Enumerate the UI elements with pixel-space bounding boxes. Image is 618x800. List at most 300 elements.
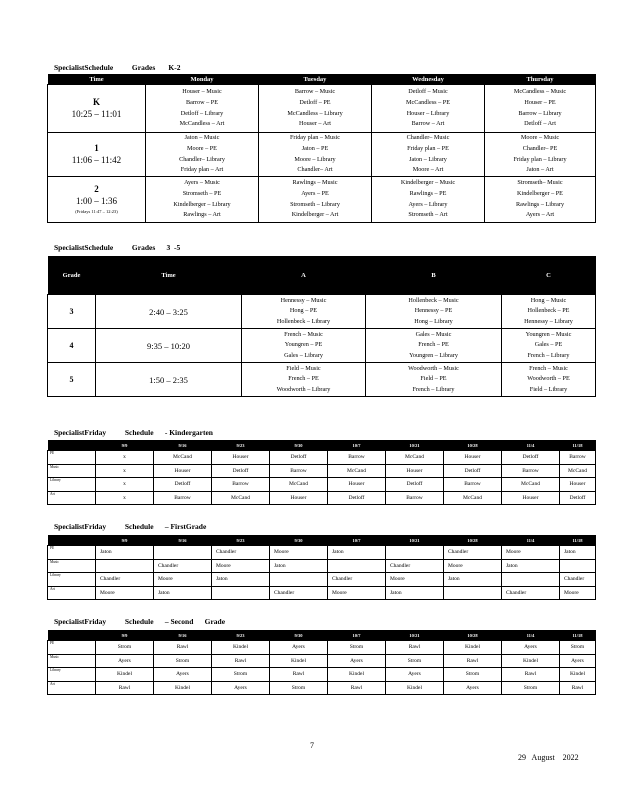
- teacher-cell: [96, 559, 154, 573]
- date-header-row: [48, 630, 596, 641]
- assignment-line: Rawlings – PE: [409, 189, 447, 197]
- friday-second-grade-table: [47, 630, 596, 695]
- assignment-line: McCandless – PE: [406, 98, 450, 106]
- table-row: [48, 478, 596, 492]
- day-cell: [259, 85, 372, 133]
- assignment-line: French – PE: [418, 341, 449, 349]
- teacher-cell: Chandler: [328, 573, 386, 587]
- k2-schedule-title: SpecialistSchedule Grades K-2: [54, 63, 181, 72]
- assignment-line: Detloff – Art: [524, 120, 556, 128]
- teacher-cell: x: [96, 478, 154, 492]
- assignment-line: Houser – Library: [406, 109, 450, 117]
- header-cell: Thursday: [485, 74, 596, 85]
- friday-first-title: SpecialistFriday Schedule – FirstGrade: [54, 522, 207, 531]
- assignment-line: Youngren – PE: [284, 341, 323, 349]
- assignment-line: Field – PE: [420, 375, 447, 383]
- time-range: 10:25 – 11:01: [71, 108, 122, 119]
- assignment-line: Detloff – Library: [180, 109, 224, 117]
- teacher-cell: [212, 586, 270, 600]
- date-header: [48, 440, 96, 451]
- assignment-line: French – Music: [284, 330, 323, 338]
- grades35-schedule-table: [47, 256, 596, 397]
- header-cell: Monday: [146, 74, 259, 85]
- assignment-line: Gales – PE: [534, 341, 563, 349]
- time-cell: 2:40 – 3:25: [96, 295, 242, 329]
- teacher-cell: Rawl: [560, 681, 596, 695]
- table-row: [48, 559, 596, 573]
- assignment-line: Rawlings – Music: [292, 179, 338, 187]
- teacher-cell: Kindel: [328, 668, 386, 682]
- teacher-cell: McCand: [560, 464, 596, 478]
- assignment-line: Detloff – PE: [299, 98, 331, 106]
- assignment-line: Hong – Music: [530, 296, 567, 304]
- assignment-line: Kindelberger – Art: [291, 211, 339, 219]
- table-row: [48, 654, 596, 668]
- assignment-line: Hennessy – Library: [524, 317, 573, 325]
- teacher-cell: McCand: [444, 491, 502, 505]
- date-header: 9/23: [212, 440, 270, 451]
- header-cell: Wednesday: [372, 74, 485, 85]
- assignment-line: Hollenbeck – Music: [408, 296, 459, 304]
- subject-label: Art: [48, 681, 96, 695]
- time-cell: 9:35 – 10:20: [96, 329, 242, 363]
- teacher-cell: Jaton: [212, 573, 270, 587]
- teacher-cell: Jaton: [444, 573, 502, 587]
- day-cell: [485, 133, 596, 177]
- day-cell: [146, 85, 259, 133]
- date-header: 9/16: [154, 630, 212, 641]
- teacher-cell: Chandler: [502, 586, 560, 600]
- date-header-row: [48, 535, 596, 546]
- table-row: [48, 363, 596, 397]
- teacher-cell: x: [96, 491, 154, 505]
- teacher-cell: Strom: [328, 641, 386, 655]
- teacher-cell: Detloff: [560, 491, 596, 505]
- subject-label: Music: [48, 464, 96, 478]
- teacher-cell: Moore: [444, 559, 502, 573]
- teacher-cell: [270, 573, 328, 587]
- assignment-line: Youngren – Music: [525, 330, 572, 338]
- time-note: (Fridays 11:47 – 12:23): [75, 209, 118, 214]
- assignment-line: Barrow – Library: [518, 109, 562, 117]
- header-cell: A: [242, 256, 366, 295]
- teacher-cell: Strom: [96, 641, 154, 655]
- assignment-line: Chandler– Music: [406, 134, 450, 142]
- teacher-cell: Rawl: [328, 681, 386, 695]
- teacher-cell: Detloff: [154, 478, 212, 492]
- document-date: 29 August 2022: [518, 753, 579, 762]
- assignment-line: French – PE: [288, 375, 319, 383]
- teacher-cell: Chandler: [560, 573, 596, 587]
- teacher-cell: x: [96, 451, 154, 465]
- teacher-cell: Barrow: [386, 491, 444, 505]
- teacher-cell: Houser: [560, 478, 596, 492]
- date-header: 10/7: [328, 535, 386, 546]
- friday-second-title: SpecialistFriday Schedule – Second Grade: [54, 617, 226, 626]
- assignment-line: Woodworth – Library: [276, 385, 331, 393]
- date-header: 11/18: [560, 630, 596, 641]
- table-row: [48, 491, 596, 505]
- table-row: [48, 586, 596, 600]
- teacher-cell: [502, 573, 560, 587]
- day-cell: [372, 177, 485, 223]
- date-header: 9/30: [270, 630, 328, 641]
- teacher-cell: Strom: [270, 681, 328, 695]
- teacher-cell: Strom: [444, 668, 502, 682]
- assignment-line: Hong – Library: [414, 317, 453, 325]
- assignment-line: Field – Library: [529, 385, 568, 393]
- assignment-line: French – Library: [527, 351, 570, 359]
- table-row: [48, 451, 596, 465]
- teacher-cell: Kindel: [154, 681, 212, 695]
- assignment-line: McCandless – Music: [513, 88, 567, 96]
- time-range: 1:00 – 1:36: [75, 196, 117, 206]
- assignment-line: Chandler– Library: [179, 155, 225, 163]
- grade-label: 1: [94, 142, 99, 153]
- teacher-cell: Jaton: [502, 559, 560, 573]
- friday-k-title: SpecialistFriday Schedule - Kindergarten: [54, 428, 213, 437]
- group-cell: [502, 363, 596, 397]
- table-row: [48, 177, 596, 223]
- assignment-line: Moore – Library: [294, 155, 336, 163]
- friday-first-grade-table: [47, 535, 596, 600]
- assignment-line: Ayers – Library: [408, 200, 448, 208]
- teacher-cell: Strom: [386, 654, 444, 668]
- teacher-cell: [154, 546, 212, 560]
- teacher-cell: Kindel: [502, 654, 560, 668]
- teacher-cell: Houser: [154, 464, 212, 478]
- day-cell: [259, 177, 372, 223]
- group-cell: [502, 329, 596, 363]
- grade-cell: 3: [48, 295, 96, 329]
- grade-label: 2: [94, 184, 99, 194]
- teacher-cell: Moore: [212, 559, 270, 573]
- teacher-cell: Moore: [560, 586, 596, 600]
- teacher-cell: Chandler: [212, 546, 270, 560]
- teacher-cell: Kindel: [270, 654, 328, 668]
- assignment-line: Ayers – PE: [301, 189, 329, 197]
- table-row: [48, 641, 596, 655]
- teacher-cell: Barrow: [560, 451, 596, 465]
- teacher-cell: Barrow: [270, 464, 328, 478]
- teacher-cell: Jaton: [270, 559, 328, 573]
- date-header: 10/28: [444, 440, 502, 451]
- teacher-cell: Jaton: [96, 546, 154, 560]
- assignment-line: Barrow – Art: [411, 120, 445, 128]
- assignment-line: Kindelberger – PE: [517, 189, 563, 197]
- assignment-line: Gales – Music: [415, 330, 452, 338]
- teacher-cell: McCand: [386, 451, 444, 465]
- header-cell: Time: [48, 74, 146, 85]
- teacher-cell: Moore: [386, 573, 444, 587]
- table-row: [48, 681, 596, 695]
- teacher-cell: Rawl: [270, 668, 328, 682]
- assignment-line: French – Music: [529, 364, 568, 372]
- date-header-row: [48, 440, 596, 451]
- assignment-line: McCandless – Art: [179, 120, 225, 128]
- subject-label: Music: [48, 654, 96, 668]
- assignment-line: Stromseth – Art: [408, 211, 448, 219]
- header-cell: Tuesday: [259, 74, 372, 85]
- teacher-cell: Rawl: [444, 654, 502, 668]
- table-row: [48, 85, 596, 133]
- teacher-cell: Moore: [270, 546, 328, 560]
- assignment-line: Hennessy – PE: [414, 307, 453, 315]
- teacher-cell: Moore: [502, 546, 560, 560]
- teacher-cell: Moore: [96, 586, 154, 600]
- assignment-line: Hennessy – Music: [280, 296, 327, 304]
- assignment-line: Detloff – Music: [408, 88, 448, 96]
- assignment-line: Woodworth – PE: [527, 375, 570, 383]
- time-cell: [48, 85, 146, 133]
- assignment-line: Jaton – PE: [301, 144, 329, 152]
- subject-label: Music: [48, 559, 96, 573]
- group-cell: [366, 329, 502, 363]
- assignment-line: Stromseth – PE: [182, 189, 222, 197]
- teacher-cell: Detloff: [502, 451, 560, 465]
- date-header: 11/4: [502, 440, 560, 451]
- teacher-cell: Moore: [154, 573, 212, 587]
- teacher-cell: Chandler: [386, 559, 444, 573]
- teacher-cell: Rawl: [154, 641, 212, 655]
- teacher-cell: x: [96, 464, 154, 478]
- time-cell: 1:50 – 2:35: [96, 363, 242, 397]
- date-header: 9/30: [270, 535, 328, 546]
- time-cell: [48, 133, 146, 177]
- assignment-line: Stromseth– Music: [517, 179, 563, 187]
- teacher-cell: Houser: [502, 491, 560, 505]
- teacher-cell: McCand: [154, 451, 212, 465]
- table-row: [48, 573, 596, 587]
- date-header: 10/7: [328, 440, 386, 451]
- day-cell: [259, 133, 372, 177]
- assignment-line: Rawlings – Art: [183, 211, 221, 219]
- group-cell: [502, 295, 596, 329]
- teacher-cell: Chandler: [154, 559, 212, 573]
- subject-label: Library: [48, 668, 96, 682]
- teacher-cell: Strom: [212, 668, 270, 682]
- teacher-cell: Kindel: [444, 641, 502, 655]
- date-header: 10/21: [386, 630, 444, 641]
- assignment-line: Chandler– Art: [297, 166, 333, 174]
- teacher-cell: Chandler: [270, 586, 328, 600]
- teacher-cell: McCand: [212, 491, 270, 505]
- assignment-line: Woodworth – Music: [408, 364, 459, 372]
- teacher-cell: Ayers: [444, 681, 502, 695]
- date-header: 9/16: [154, 535, 212, 546]
- date-header: 9/23: [212, 630, 270, 641]
- assignment-line: Houser – Art: [299, 120, 331, 128]
- teacher-cell: Houser: [212, 451, 270, 465]
- assignment-line: Friday plan – PE: [407, 144, 449, 152]
- friday-kindergarten-table: [47, 440, 596, 505]
- group-cell: [366, 363, 502, 397]
- assignment-line: Jaton – Music: [184, 134, 220, 142]
- teacher-cell: Barrow: [502, 464, 560, 478]
- date-header: [48, 630, 96, 641]
- grade-cell: 4: [48, 329, 96, 363]
- subject-label: Art: [48, 491, 96, 505]
- teacher-cell: Jaton: [560, 546, 596, 560]
- assignment-line: Houser – PE: [524, 98, 556, 106]
- group-cell: [366, 295, 502, 329]
- teacher-cell: Ayers: [560, 654, 596, 668]
- table-row: [48, 295, 596, 329]
- group-cell: [242, 295, 366, 329]
- k2-schedule-table: [47, 74, 596, 223]
- assignment-line: Barrow – Music: [294, 88, 336, 96]
- teacher-cell: Rawl: [502, 668, 560, 682]
- assignment-line: Gales – Library: [284, 351, 323, 359]
- day-cell: [372, 85, 485, 133]
- teacher-cell: Ayers: [96, 654, 154, 668]
- assignment-line: Hong – PE: [289, 307, 318, 315]
- assignment-line: Youngren – Library: [409, 351, 458, 359]
- teacher-cell: Jaton: [328, 546, 386, 560]
- teacher-cell: Detloff: [328, 491, 386, 505]
- subject-label: PE: [48, 451, 96, 465]
- table-row: [48, 133, 596, 177]
- date-header: 9/23: [212, 535, 270, 546]
- teacher-cell: Chandler: [96, 573, 154, 587]
- header-cell: B: [366, 256, 502, 295]
- date-header: 11/4: [502, 535, 560, 546]
- assignment-line: Moore – Art: [412, 166, 444, 174]
- teacher-cell: Houser: [444, 451, 502, 465]
- assignment-line: McCandless – Library: [287, 109, 343, 117]
- assignment-line: Houser – Music: [182, 88, 222, 96]
- teacher-cell: Kindel: [212, 641, 270, 655]
- day-cell: [485, 177, 596, 223]
- teacher-cell: Chandler: [444, 546, 502, 560]
- assignment-line: Jaton – Art: [526, 166, 554, 174]
- table-row: [48, 668, 596, 682]
- teacher-cell: Ayers: [386, 668, 444, 682]
- date-header: 11/18: [560, 440, 596, 451]
- teacher-cell: Jaton: [386, 586, 444, 600]
- teacher-cell: Kindel: [560, 668, 596, 682]
- teacher-cell: Rawl: [386, 641, 444, 655]
- date-header: 11/4: [502, 630, 560, 641]
- assignment-line: Ayers – Music: [184, 179, 220, 187]
- date-header: 11/18: [560, 535, 596, 546]
- assignment-line: Moore – Music: [520, 134, 560, 142]
- assignment-line: Hollenbeck – PE: [527, 307, 570, 315]
- teacher-cell: Rawl: [96, 681, 154, 695]
- assignment-line: Field – Music: [286, 364, 321, 372]
- header-cell: C: [502, 256, 596, 295]
- teacher-cell: Detloff: [212, 464, 270, 478]
- date-header: 10/28: [444, 535, 502, 546]
- subject-label: PE: [48, 546, 96, 560]
- date-header: 10/21: [386, 440, 444, 451]
- teacher-cell: Jaton: [154, 586, 212, 600]
- teacher-cell: Rawl: [212, 654, 270, 668]
- page-number: 7: [310, 741, 314, 750]
- grade-label: K: [92, 96, 100, 107]
- assignment-line: Friday plan – Music: [289, 134, 340, 142]
- date-header: 10/28: [444, 630, 502, 641]
- table-row: [48, 464, 596, 478]
- subject-label: Art: [48, 586, 96, 600]
- teacher-cell: Strom: [502, 681, 560, 695]
- teacher-cell: Ayers: [502, 641, 560, 655]
- date-header: 10/7: [328, 630, 386, 641]
- grade-cell: 5: [48, 363, 96, 397]
- assignment-line: French – Library: [412, 385, 455, 393]
- assignment-line: Chandler– PE: [522, 144, 558, 152]
- teacher-cell: Barrow: [328, 451, 386, 465]
- teacher-cell: Strom: [154, 654, 212, 668]
- grades35-schedule-title: SpecialistSchedule Grades 3 -5: [54, 243, 181, 252]
- teacher-cell: McCand: [270, 478, 328, 492]
- teacher-cell: Barrow: [154, 491, 212, 505]
- teacher-cell: Ayers: [212, 681, 270, 695]
- assignment-line: Kindelberger – Library: [173, 200, 231, 208]
- teacher-cell: Barrow: [212, 478, 270, 492]
- teacher-cell: Moore: [328, 586, 386, 600]
- date-header: 9/9: [96, 535, 154, 546]
- date-header: 9/16: [154, 440, 212, 451]
- subject-label: PE: [48, 641, 96, 655]
- assignment-line: Stromseth – Library: [290, 200, 340, 208]
- teacher-cell: Detloff: [444, 464, 502, 478]
- teacher-cell: [560, 559, 596, 573]
- teacher-cell: Kindel: [386, 681, 444, 695]
- teacher-cell: Houser: [386, 464, 444, 478]
- header-cell: Time: [96, 256, 242, 295]
- subject-label: Library: [48, 478, 96, 492]
- teacher-cell: Houser: [270, 491, 328, 505]
- teacher-cell: Strom: [560, 641, 596, 655]
- date-header: [48, 535, 96, 546]
- teacher-cell: McCand: [502, 478, 560, 492]
- teacher-cell: Detloff: [270, 451, 328, 465]
- teacher-cell: Ayers: [270, 641, 328, 655]
- date-header: 9/9: [96, 630, 154, 641]
- teacher-cell: [386, 546, 444, 560]
- assignment-line: Hollenbeck – Library: [276, 317, 331, 325]
- assignment-line: Barrow – PE: [186, 98, 218, 106]
- teacher-cell: Detloff: [386, 478, 444, 492]
- teacher-cell: Kindel: [96, 668, 154, 682]
- teacher-cell: [328, 559, 386, 573]
- time-range: 11:06 – 11:42: [71, 154, 122, 165]
- assignment-line: Jaton – Library: [409, 155, 447, 163]
- date-header: 9/30: [270, 440, 328, 451]
- date-header: 9/9: [96, 440, 154, 451]
- teacher-cell: Houser: [328, 478, 386, 492]
- header-cell: Grade: [48, 256, 96, 295]
- teacher-cell: Ayers: [328, 654, 386, 668]
- teacher-cell: Ayers: [154, 668, 212, 682]
- assignment-line: Friday plan – Art: [180, 166, 224, 174]
- assignment-line: Friday plan – Library: [513, 155, 567, 163]
- table-row: [48, 546, 596, 560]
- table-row: [48, 329, 596, 363]
- date-header: 10/21: [386, 535, 444, 546]
- day-cell: [372, 133, 485, 177]
- group-cell: [242, 329, 366, 363]
- assignment-line: Ayers – Art: [525, 211, 555, 219]
- assignment-line: Kindelberger – Music: [400, 179, 456, 187]
- assignment-line: Rawlings – Library: [515, 200, 565, 208]
- teacher-cell: Barrow: [444, 478, 502, 492]
- day-cell: [146, 177, 259, 223]
- teacher-cell: [444, 586, 502, 600]
- day-cell: [146, 133, 259, 177]
- subject-label: Library: [48, 573, 96, 587]
